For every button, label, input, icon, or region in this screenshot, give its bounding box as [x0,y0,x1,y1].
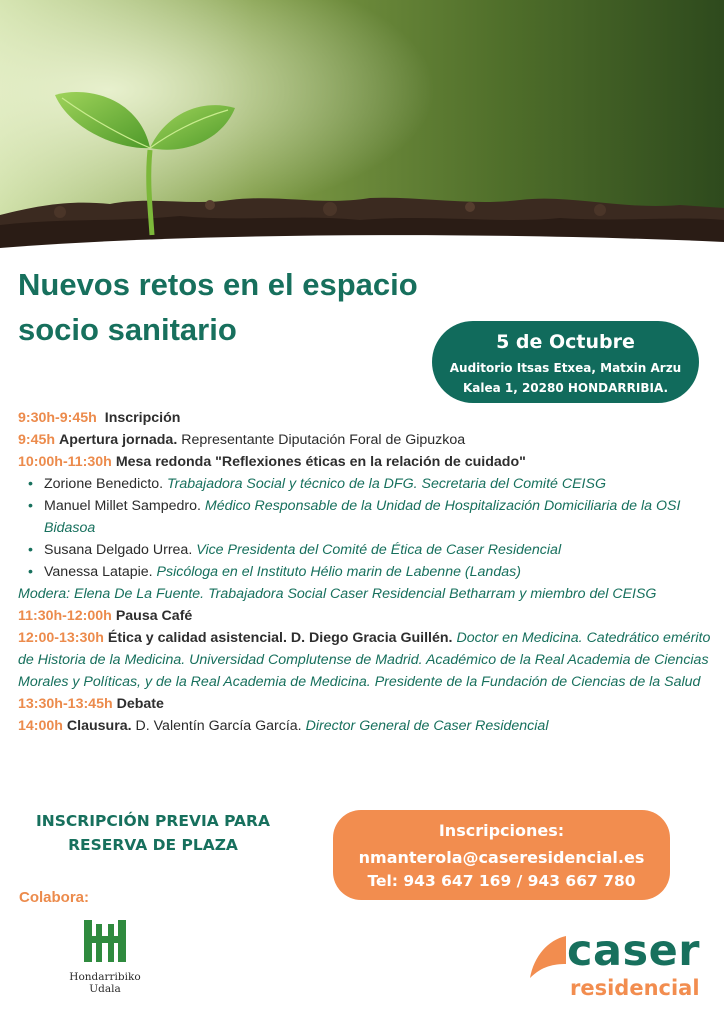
collaborator-label: Colabora: [19,889,90,906]
event-date: 5 de Octubre [496,331,635,353]
seedling-illustration [0,0,724,300]
speaker-item [44,495,714,539]
row-time: 12:00-13:30h [18,630,104,646]
row-title: Apertura jornada. [59,432,178,448]
schedule-row [18,715,714,737]
speaker-role: Vice Presidenta del Comité de Ética de Caser Residencial [196,542,562,558]
speaker-name: Susana Delgado Urrea. [44,542,193,558]
speaker-item [44,473,714,495]
title-line-1: Nuevos retos en el espacio [18,267,418,302]
speaker-list [18,473,714,583]
speaker-name: Manuel Millet Sampedro. [44,498,201,514]
registration-heading: Inscripciones: [438,821,565,840]
row-time: 9:45h [18,432,56,448]
title-line-2: socio sanitario [18,312,237,347]
speaker-item [44,561,714,583]
event-address [432,358,699,398]
row-title: Pausa Café [115,608,193,624]
row-time: 14:00h [18,718,63,734]
brand-subtitle: residencial [570,976,700,1000]
notice-line-1: INSCRIPCIÓN PREVIA PARA [36,812,270,830]
speaker-role: Psicóloga en el Instituto Hélio marin de Labenne (Landas) [156,564,521,580]
registration-phone[interactable]: Tel: 943 647 169 / 943 667 780 [367,872,636,890]
row-title: Mesa redonda "Reflexiones éticas en la relación de cuidado" [115,454,526,470]
speaker-role: Trabajadora Social y técnico de la DFG. Secretaria del Comité CEISG [167,476,606,492]
moderator-line: Modera: Elena De La Fuente. Trabajadora Social Caser Residencial Betharram y miembro del CEISG [18,586,657,602]
address-line-1: Auditorio Itsas Etxea, Matxin Arzu [449,361,682,375]
speaker-name: Zorione Benedicto. [44,476,164,492]
row-description: Director General de Caser Residencial [305,718,549,734]
schedule-row [18,407,714,429]
brand-name: caser [567,926,700,976]
schedule-row [18,693,714,715]
row-speaker: D. Valentín García García. [135,718,302,734]
schedule-row [18,605,714,627]
notice-line-2: RESERVA DE PLAZA [68,836,238,854]
row-time: 11:30h-12:00h [18,608,112,624]
hondarribia-logo [60,918,150,998]
registration-contact-box [333,810,670,900]
row-description: Representante Diputación Foral de Gipuzkoa [181,432,466,448]
row-title: Clausura. [66,718,132,734]
speaker-role: Médico Responsable de la Unidad de Hospitalización Domiciliaria de la OSI Bidasoa [44,498,681,536]
row-description: Doctor en Medicina. Catedrático emérito de Historia de la Medicina. Universidad Complutense de Madrid. Académico de la Real Academia de Ciencias Morales y Políticas, y de la Real Academia de Medicina. Presidente de la Fundación de Ciencias de la Salud [18,630,711,690]
schedule-row [18,627,714,693]
registration-email[interactable]: nmanterola@caseresidencial.es [358,848,645,867]
speaker-item [44,539,714,561]
registration-notice [18,809,288,857]
row-time: 13:30h-13:45h [18,696,113,712]
row-title: Inscripción [104,410,181,426]
caser-sail-icon [528,934,568,980]
speaker-name: Vanessa Latapie. [44,564,153,580]
event-date-badge [432,321,699,403]
hero-image [0,0,724,300]
row-time: 9:30h-9:45h [18,410,97,426]
caser-residencial-logo [528,928,708,1008]
program-schedule [18,407,714,737]
schedule-row [18,451,714,473]
row-title: Ética y calidad asistencial. D. Diego Gracia Guillén. [107,630,453,646]
row-title: Debate [116,696,164,712]
schedule-row [18,429,714,451]
row-time: 10:00h-11:30h [18,454,112,470]
hondarribia-emblem-icon [80,918,130,964]
address-line-2: Kalea 1, 20280 HONDARRIBIA. [462,381,669,395]
hondarribia-logo-text: Hondarribiko Udala [69,971,141,995]
